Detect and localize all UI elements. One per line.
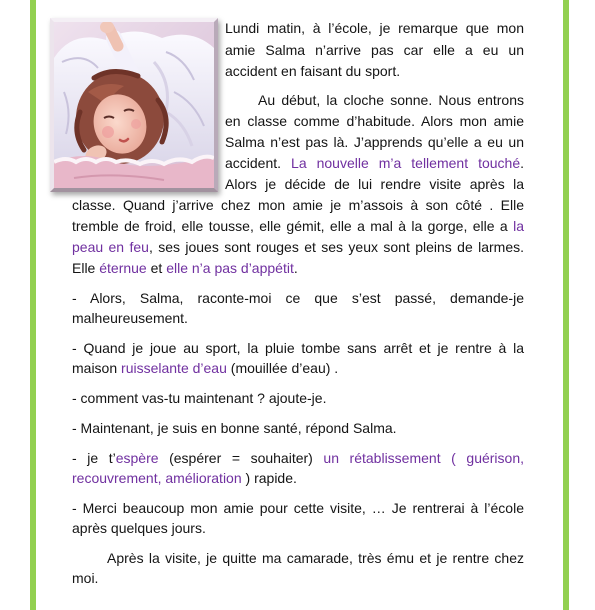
text-line: Après la visite, je quitte ma camarade, très ému et je rentre chez — [107, 550, 524, 566]
dialogue-line — [72, 498, 524, 538]
highlighted-phrase: La nouvelle m’a tellement touché — [291, 154, 521, 171]
text-line: malheureusement. — [72, 310, 188, 326]
text-segment: (espérer = souhaiter) — [158, 450, 324, 466]
text-segment: accident. — [225, 154, 292, 171]
text-line: classe. Quand j’arrive chez mon amie je m’assois à son côté . Elle — [72, 196, 524, 213]
dialogue-line — [72, 388, 524, 408]
highlighted-phrase: ruisselante d’eau — [121, 360, 227, 376]
text-segment: Elle — [72, 259, 100, 276]
text-line — [72, 258, 524, 279]
text-line: - Merci beaucoup mon amie pour cette visite, … Je rentrerai à l’école — [72, 500, 524, 516]
text-segment: maison — [72, 360, 122, 376]
highlighted-phrase: la — [513, 217, 524, 234]
text-line — [72, 468, 524, 488]
closing-paragraph — [72, 548, 524, 588]
text-line — [72, 358, 524, 378]
text-line: - Alors, Salma, raconte-moi ce que s’est passé, demande-je — [72, 290, 524, 306]
text-line — [225, 153, 524, 174]
dialogue-line — [72, 288, 524, 328]
text-segment: tremble de froid, elle tousse, elle gémit, elle a mal à la gorge, elle a — [72, 217, 514, 234]
text-line: amie Salma n’arrive pas car elle a eu un — [225, 41, 524, 58]
text-segment: (mouillée d’eau) . — [226, 360, 339, 376]
text-line: Alors je décide de lui rendre visite après la — [225, 175, 524, 192]
text-line: après quelques jours. — [72, 520, 206, 536]
text-segment: . — [520, 154, 524, 171]
visit-paragraph — [72, 90, 524, 279]
text-line: accident en faisant du sport. — [225, 63, 401, 79]
highlighted-phrase: recouvrement, amélioration — [72, 470, 242, 486]
intro-paragraph — [225, 18, 524, 83]
highlighted-phrase: un rétablissement ( guérison, — [323, 450, 525, 466]
text-line — [72, 216, 524, 237]
text-line: - Quand je joue au sport, la pluie tombe sans arrêt et je rentre à la — [72, 340, 524, 356]
highlighted-phrase: éternue — [99, 259, 147, 276]
text-line: moi. — [72, 570, 99, 586]
text-segment: . — [293, 259, 298, 276]
text-line: Salma n’est pas là. J’apprends qu’elle a eu un — [225, 133, 524, 150]
right-green-border — [563, 0, 569, 610]
dialogue-line — [72, 448, 524, 488]
dialogue-line — [72, 338, 524, 378]
highlighted-phrase: espère — [115, 450, 159, 466]
highlighted-phrase: peau en feu — [72, 238, 149, 255]
text-line — [72, 448, 524, 468]
dialogue-line — [72, 418, 524, 438]
text-segment: et — [146, 259, 167, 276]
text-segment: , ses joues sont rouges et ses yeux sont pleins de larmes. — [148, 238, 524, 255]
text-line: Au début, la cloche sonne. Nous entrons — [258, 91, 524, 108]
text-line: en classe comme d’habitude. Alors mon amie — [225, 112, 524, 129]
text-segment: ) rapide. — [241, 470, 297, 486]
text-line: - Maintenant, je suis en bonne santé, répond Salma. — [72, 420, 397, 436]
text-line: - comment vas-tu maintenant ? ajoute-je. — [72, 390, 327, 406]
text-line — [72, 237, 524, 258]
text-line: Lundi matin, à l’école, je remarque que mon — [225, 20, 524, 36]
left-green-border — [30, 0, 36, 610]
text-segment: - je t’ — [72, 450, 116, 466]
highlighted-phrase: elle n’a pas d’appétit — [166, 259, 294, 276]
